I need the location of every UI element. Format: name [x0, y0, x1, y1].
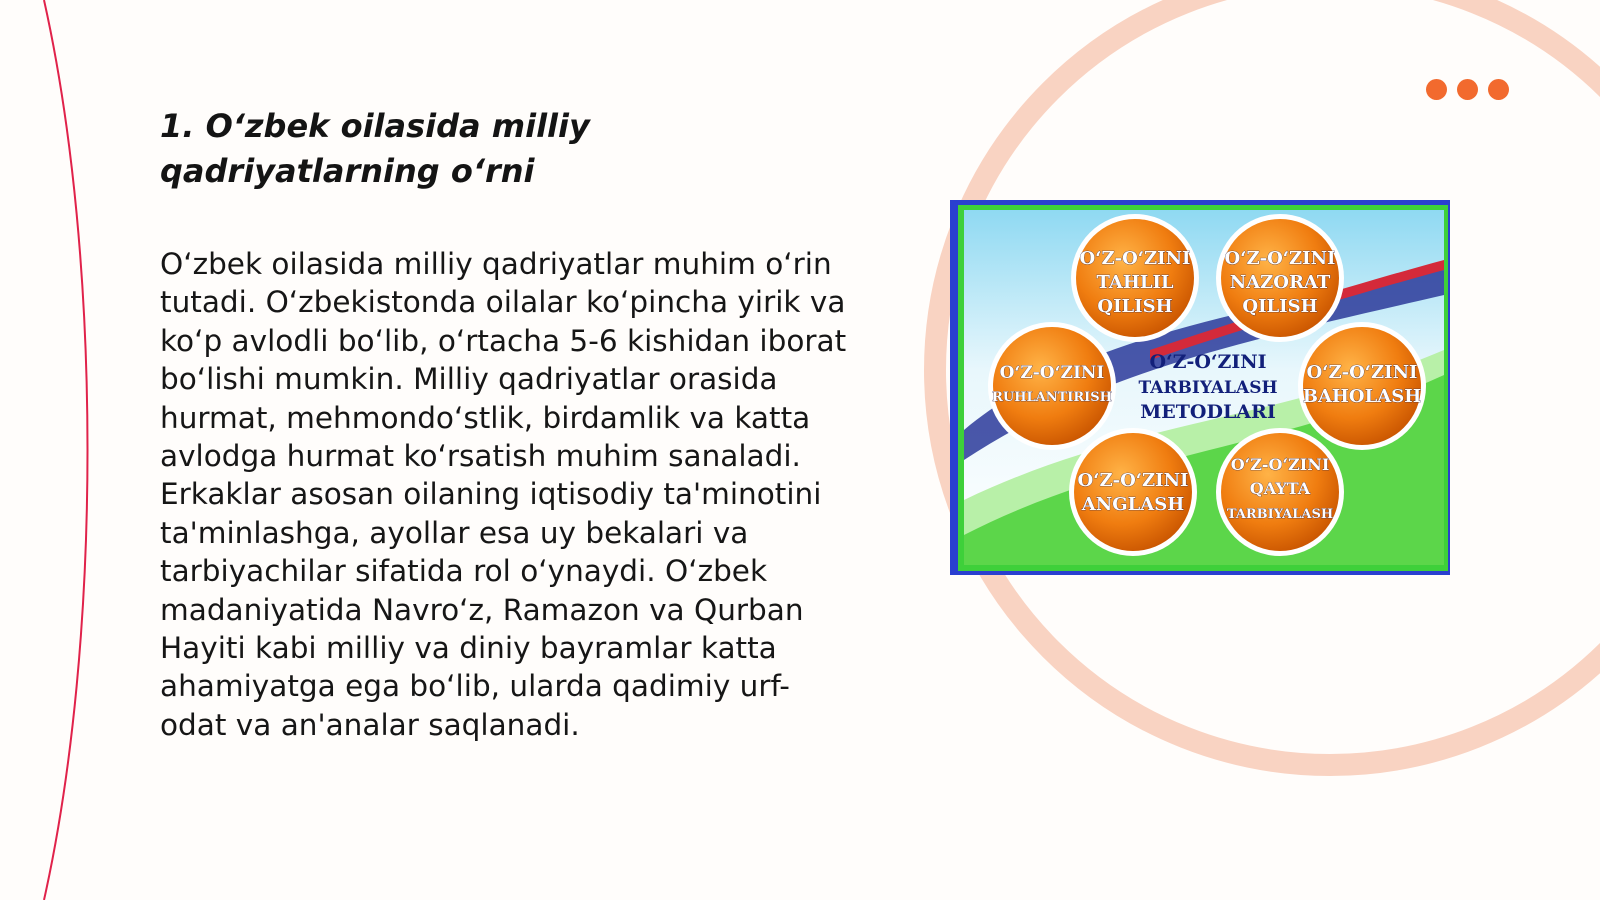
circle-anglash	[1069, 428, 1197, 556]
circle-ruhlantirish-line-1: O‘Z-O‘ZINI	[999, 363, 1105, 383]
circle-ruhlantirish-line-2: RUHLANTIRISH	[992, 390, 1112, 405]
circle-qayta-line-3: TARBIYALASH	[1226, 507, 1334, 522]
circle-nazorat-line-1: O‘Z-O‘ZINI	[1224, 248, 1336, 269]
circle-anglash-line-1: O‘Z-O‘ZINI	[1077, 470, 1189, 491]
circle-tahlil-line-2: TAHLIL	[1096, 272, 1174, 293]
circle-tahlil-line-1: O‘Z-O‘ZINI	[1079, 248, 1191, 269]
circle-nazorat-line-3: QILISH	[1242, 296, 1318, 317]
circle-baholash-line-2: BAHOLASH	[1302, 386, 1422, 407]
center-title-line-3: METODLARI	[1140, 401, 1276, 423]
dot-icon	[1457, 79, 1478, 100]
diagram-center-title	[1138, 351, 1277, 423]
left-accent-curve	[44, 0, 88, 900]
circle-qayta	[1216, 428, 1344, 556]
circle-baholash	[1298, 322, 1426, 450]
methods-diagram-graphic	[950, 200, 1450, 575]
circle-tahlil-line-3: QILISH	[1097, 296, 1173, 317]
circle-baholash-line-1: O‘Z-O‘ZINI	[1306, 362, 1418, 383]
circle-anglash-line-2: ANGLASH	[1081, 494, 1185, 515]
center-title-line-1: O‘Z-O‘ZINI	[1149, 351, 1267, 373]
circle-nazorat	[1216, 214, 1344, 342]
methods-diagram	[950, 200, 1450, 575]
center-title-line-2: TARBIYALASH	[1138, 378, 1278, 398]
circle-qayta-line-2: QAYTA	[1249, 479, 1311, 498]
circle-ruhlantirish	[988, 322, 1116, 450]
menu-dots-icon	[1426, 79, 1509, 100]
dot-icon	[1488, 79, 1509, 100]
circle-tahlil	[1071, 214, 1199, 342]
circle-qayta-line-1: O‘Z-O‘ZINI	[1230, 455, 1330, 474]
dot-icon	[1426, 79, 1447, 100]
slide-title: 1. O‘zbek oilasida milliy qadriyatlarning o‘rni	[160, 107, 590, 190]
circle-nazorat-line-2: NAZORAT	[1229, 272, 1331, 293]
slide-body-text: O‘zbek oilasida milliy qadriyatlar muhim o‘rin tutadi. O‘zbekistonda oilalar ko‘pincha yirik va ko‘p avlodli bo‘lib, o‘rtacha 5-6 kishidan iborat bo‘lishi mumkin. Milliy qadriyatlar orasida hurmat, mehmondo‘stlik, birdamlik va katta avlodga hurmat ko‘rsatish muhim sanaladi. Erkaklar asosan oilaning iqtisodiy ta'minotini ta'minlashga, ayollar esa uy bekalari va tarbiyachilar sifatida rol o‘ynaydi. O‘zbek madaniyatida Navro‘z, Ramazon va Qurban Hayiti kabi milliy va diniy bayramlar katta ahamiyatga ega bo‘lib, ularda qadimiy urf-odat va an'analar saqlanadi.	[160, 247, 847, 742]
